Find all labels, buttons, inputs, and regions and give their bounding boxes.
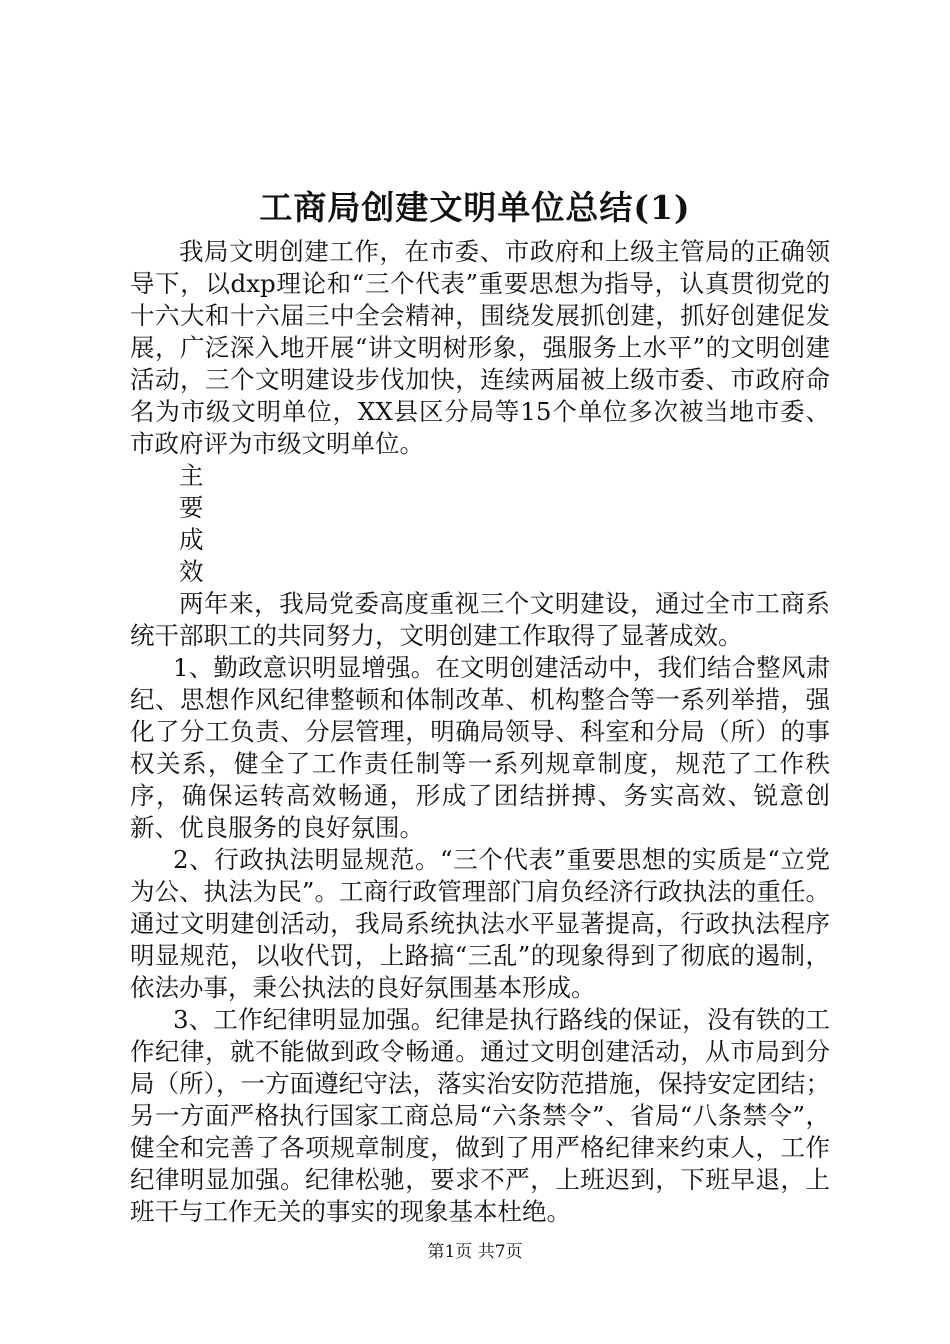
point-2-paragraph: 2、行政执法明显规范。“三个代表”重要思想的实质是“立党为公、执法为民”。工商行政管理部门肩负经济行政执法的重任。通过文明建创活动，我局系统执法水平显著提高，行政执法程序明显规范，以收代罚，上路搞“三乱”的现象得到了彻底的遏制，依法办事，秉公执法的良好氛围基本形成。 — [130, 845, 830, 1002]
document-title: 工商局创建文明单位总结(1) — [259, 188, 691, 227]
page-number-footer: 第1页 共7页 — [427, 1242, 523, 1262]
point-1-paragraph: 1、勤政意识明显增强。在文明创建活动中，我们结合整风肃纪、思想作风纪律整顿和体制改革、机构整合等一系列举措，强化了分工负责、分层管理，明确局领导、科室和分局（所）的事权关系，健全了工作责任制等一系列规章制度，规范了工作秩序，确保运转高效畅通，形成了团结拼搏、务实高效、锐意创新、优良服务的良好氛围。 — [130, 653, 830, 842]
point-3-paragraph: 3、工作纪律明显加强。纪律是执行路线的保证，没有铁的工作纪律，就不能做到政令畅通。通过文明创建活动，从市局到分局（所），一方面遵纪守法，落实治安防范措施，保持安定团结；另一方面严格执行国家工商总局“六条禁令”、省局“八条禁令”，健全和完善了各项规章制度，做到了用严格纪律来约束人，工作纪律明显加强。纪律松驰，要求不严，上班迟到，下班早退，上班干与工作无关的事实的现象基本杜绝。 — [130, 1005, 830, 1226]
section-intro-paragraph: 两年来，我局党委高度重视三个文明建设，通过全市工商系统干部职工的共同努力，文明创建工作取得了显著成效。 — [130, 589, 830, 650]
intro-paragraph: 我局文明创建工作，在市委、市政府和上级主管局的正确领导下，以dxp理论和“三个代表”重要思想为指导，认真贯彻党的十六大和十六届三中全会精神，围绕发展抓创建，抓好创建促发展，广泛深入地开展“讲文明树形象，强服务上水平”的文明创建活动，三个文明建设步伐加快，连续两届被上级市委、市政府命名为市级文明单位，XX县区分局等15个单位多次被当地市委、市政府评为市级文明单位。 — [130, 237, 830, 458]
document-body — [130, 236, 830, 1228]
section-heading: 主要成效 — [179, 461, 204, 586]
